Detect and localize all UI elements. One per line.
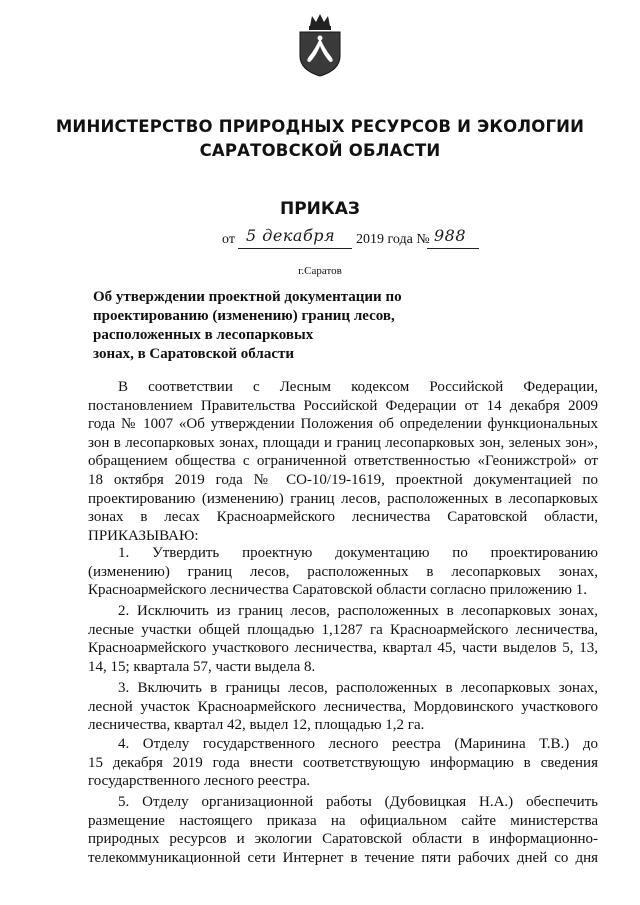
saratov-coat-of-arms-icon (296, 12, 344, 78)
item-line: размещение настоящего приказа на официальном сайте министерства (88, 812, 598, 829)
subject-line: расположенных в лесопарковых (93, 327, 314, 343)
preamble-line: постановлением Правительства Российской Федерации от 14 декабря 2009 (88, 397, 598, 414)
handwritten-number: 988 (434, 226, 467, 245)
item-line: природных ресурсов и экологии Саратовской области в информационно- (88, 831, 598, 848)
preamble-line: зон в лесопарковых зонах, площади и границ лесопарковых зон, зеленых зон», (88, 434, 598, 451)
preamble (88, 378, 598, 545)
order-item-3 (88, 679, 598, 735)
preamble-line: ПРИКАЗЫВАЮ: (88, 527, 199, 544)
order-item-2 (88, 602, 598, 676)
subject-line: проектированию (изменению) границ лесов, (93, 308, 395, 324)
order-item-5 (88, 793, 598, 867)
preamble-line: года № 1007 «Об утверждении Положения об определении функциональных (88, 416, 598, 433)
subject-line: зонах, в Саратовской области (93, 346, 295, 362)
item-line: 1. Утвердить проектную документацию по проектированию (118, 545, 598, 561)
item-line: лесные участки общей площадью 1,1287 га Красноармейского лесничества, (88, 621, 598, 638)
preamble-line: проектированию (изменению) границ лесов, расположенных в лесопарковых (88, 490, 598, 507)
item-line: 5. Отделу организационной работы (Дубовицкая Н.А.) обеспечить (118, 794, 598, 810)
preamble-line: 18 октября 2019 года № СО-10/19-1619, проектной документацией по (88, 471, 598, 488)
order-subject (93, 288, 423, 364)
item-line: государственного лесного реестра. (88, 773, 311, 790)
ministry-name-line1: МИНИСТЕРСТВО ПРИРОДНЫХ РЕСУРСОВ И ЭКОЛОГИИ (55, 117, 585, 136)
date-prefix: от (222, 232, 235, 247)
order-date-line (222, 226, 482, 250)
city-label: г.Саратов (298, 265, 342, 277)
item-line: 2. Исключить из границ лесов, расположенных в лесопарковых зонах, (118, 603, 598, 619)
ministry-name-line2: САРАТОВСКОЙ ОБЛАСТИ (199, 141, 441, 160)
year-number-label: 2019 года № (356, 232, 430, 247)
subject-line: Об утверждении проектной документации по (93, 289, 402, 305)
preamble-line: зонах в лесах Красноармейского лесничества Саратовской области, (88, 509, 598, 526)
preamble-line: В соответствии с Лесным кодексом Российской Федерации, (118, 379, 598, 395)
item-line: (изменению) границ лесов, расположенных в лесопарковых зонах, (88, 563, 598, 580)
item-line: лесничества, квартал 42, выдел 12, площадью 1,2 га. (88, 717, 425, 734)
number-underline (427, 248, 479, 249)
item-line: 15 декабря 2019 года внести соответствующую информацию в сведения (88, 754, 598, 771)
item-line: лесной участок Красноармейского лесничества, Мордовинского участкового (88, 698, 598, 715)
order-item-1 (88, 544, 598, 600)
order-item-4 (88, 735, 598, 791)
item-line: 14, 15; квартала 57, части выдела 8. (88, 658, 316, 675)
item-line: Красноармейского участкового лесничества, квартал 45, части выделов 5, 13, (88, 640, 598, 657)
item-line: 4. Отделу государственного лесного реестра (Маринина Т.В.) до (118, 736, 598, 752)
item-line: Красноармейского лесничества Саратовской области согласно приложению 1. (88, 582, 587, 599)
order-title: ПРИКАЗ (279, 199, 361, 219)
item-line: телекоммуникационной сети Интернет в течение пяти рабочих дней со дня (88, 849, 598, 866)
date-underline (238, 248, 352, 249)
preamble-line: обращением общества с ограниченной ответственностью «Геонижстрой» от (88, 453, 598, 470)
item-line: 3. Включить в границы лесов, расположенных в лесопарковых зонах, (118, 680, 598, 696)
handwritten-date: 5 декабря (246, 226, 336, 245)
